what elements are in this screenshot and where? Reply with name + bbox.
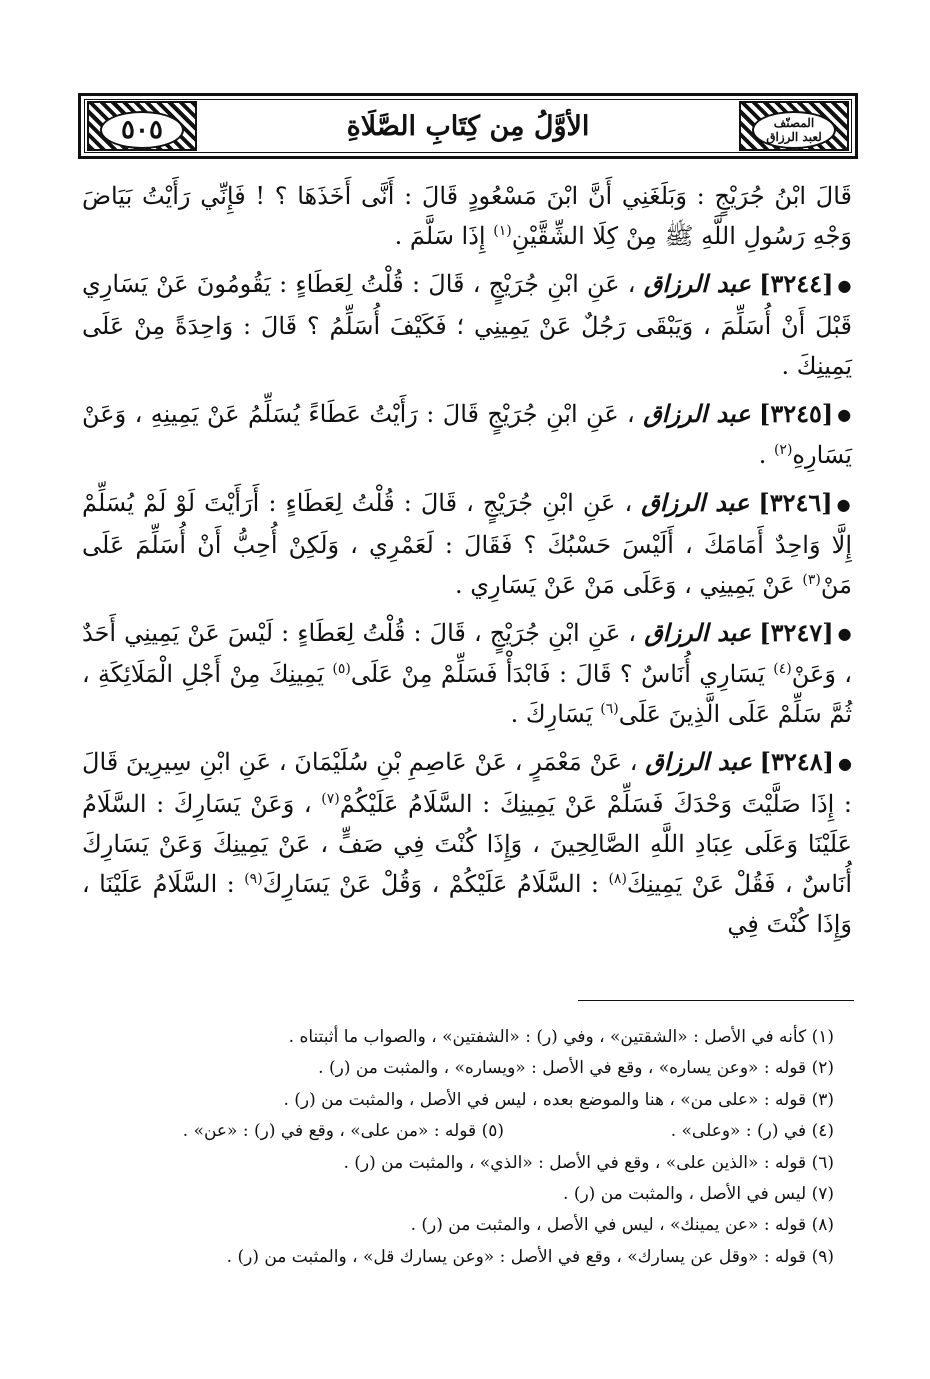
hadith-3245: [82, 394, 852, 476]
footnote-marker[interactable]: (٢): [773, 442, 793, 458]
footnote-separator: [578, 1000, 854, 1001]
hadith-text: يَمِينِكَ مِنْ أَجْلِ الْمَلَائِكَةِ ، ثُمَّ سَلِّمْ عَلَى الَّذِينَ عَلَى: [82, 660, 852, 728]
bullet-icon: ●: [837, 275, 852, 295]
footnote-1: (١) كأنه في الأصل : «الشقتين» ، وفي (ر) : «الشفتين» ، والصواب ما أثبتناه .: [288, 1027, 834, 1047]
footnote-marker[interactable]: (١): [493, 223, 512, 239]
page-header: [78, 93, 858, 159]
hadith-3248: [82, 742, 852, 944]
footnote-5: (٥) قوله : «من على» ، وقع في (ر) : «عن» .: [182, 1121, 504, 1142]
footnote-2: (٢) قوله : «وعن يساره» ، وقع في الأصل : «ويساره» ، والمثبت من (ر) .: [318, 1058, 834, 1079]
hadith-text: : السَّلَامُ عَلَيْكُمْ ، وَقُلْ عَنْ يَسَارِكَ: [262, 869, 609, 898]
bullet-icon: ●: [836, 494, 852, 514]
narrator-name: عبد الرزاق: [641, 488, 750, 517]
hadith-text: ، عَنِ ابْنِ جُرَيْجٍ ، قَالَ : قُلْتُ لِعَطَاءٍ : لَيْسَ عَنْ يَمِينِي أَحَدٌ ، وَعَنْ: [82, 618, 852, 688]
hadith-3247: [82, 613, 852, 735]
narrator-name: عبد الرزاق: [645, 747, 752, 776]
book-name-line2: لعبد الرزاق: [766, 130, 822, 144]
footnotes-section: [82, 1022, 852, 1273]
paragraph-text: قَالَ ابْنُ جُرَيْجٍ : وَبَلَغَنِي أَنَّ ابْنَ مَسْعُودٍ قَالَ : أَنَّى أَخَذَهَا ؟ ! فَإِنِّي رَأَيْتُ بَيَاضَ وَجْهِ رَسُولِ اللَّهِ ﷺ مِنْ كِلَا الشِّقَّيْنِ: [82, 182, 852, 250]
hadith-text: : السَّلَامُ عَلَيْنَا ، وَإِذَا كُنْتَ فِي: [82, 869, 852, 938]
narrator-name: عبد الرزاق: [644, 617, 752, 647]
footnote-marker[interactable]: (٤): [773, 661, 792, 677]
footnote-3: (٣) قوله : «على من» ، هنا والموضع بعده ، ليس في الأصل ، والمثبت من (ر) .: [283, 1089, 834, 1110]
footnote-9: (٩) قوله : «وقل عن يسارك» ، وقع في الأصل : «وعن يسارك قل» ، والمثبت من (ر) .: [226, 1246, 834, 1267]
hadith-3244: [82, 264, 852, 386]
footnote-4-5: [82, 1116, 852, 1147]
book-name-line1: المصنّف: [773, 116, 815, 130]
hadith-3246: [82, 483, 852, 605]
paragraph-text: إِذَا سَلَّمَ .: [394, 222, 494, 250]
bullet-icon: ●: [837, 405, 852, 424]
bullet-icon: ●: [837, 624, 852, 643]
footnote-marker[interactable]: (٦): [600, 701, 619, 717]
book-name-badge: [752, 111, 836, 149]
hadith-number: [٣٢٤٧]: [759, 617, 834, 647]
narrator-name: عبد الرزاق: [643, 398, 751, 428]
header-ornament-left: [87, 101, 197, 151]
hadith-number: [٣٢٤٥]: [758, 398, 834, 428]
footnote-marker[interactable]: (٧): [321, 790, 340, 807]
hadith-number: [٣٢٤٦]: [758, 488, 833, 517]
hadith-number: [٣٢٤٨]: [759, 747, 834, 776]
footnote-marker[interactable]: (٥): [332, 661, 351, 677]
hadith-text: يَسَارِي أُنَاسٌ ؟ قَالَ : فَابْدَأْ فَسَلِّمْ مِنْ عَلَى: [350, 660, 774, 688]
footnote-6: (٦) قوله : «الذين على» ، وقع في الأصل : «الذي» ، والمثبت من (ر) .: [343, 1152, 834, 1173]
page-number-badge: [100, 111, 184, 149]
hadith-number: [٣٢٤٤]: [759, 269, 834, 298]
footnote-marker[interactable]: (٩): [244, 870, 263, 887]
hadith-text: .: [758, 441, 774, 469]
hadith-text: ، عَنْ مَعْمَرٍ ، عَنْ عَاصِمِ بْنِ سُلَيْمَانَ ، عَنِ ابْنِ سِيرِينَ قَالَ : إِذَا صَلَّيْتَ وَحْدَكَ فَسَلِّمْ عَنْ يَمِينِكَ : السَّلَامُ عَلَيْكُمْ: [82, 748, 853, 818]
footnote-marker[interactable]: (٨): [608, 870, 627, 887]
footnote-marker[interactable]: (٣): [802, 571, 821, 588]
page-number: ٥٠٥: [121, 115, 163, 145]
hadith-text: ، وَعَنْ يَسَارِكَ : السَّلَامُ عَلَيْنَا وَعَلَى عِبَادِ اللَّهِ الصَّالِحِينَ ، وَإِذَا كُنْتَ فِي صَفٍّ ، عَنْ يَمِينِكَ وَعَنْ يَسَارِكَ أُنَاسٌ ، فَقُلْ عَنْ يَمِينِكَ: [82, 789, 853, 898]
header-ornament-right: [739, 101, 849, 151]
chapter-title: الأوَّلُ مِن كِتَابِ الصَّلَاةِ: [346, 110, 590, 142]
footnote-4: (٤) في (ر) : «وعلى» .: [670, 1121, 834, 1142]
bullet-icon: ●: [837, 753, 852, 773]
footnote-7: (٧) ليس في الأصل ، والمثبت من (ر) .: [563, 1184, 834, 1205]
hadith-text: ، عَنِ ابْنِ جُرَيْجٍ ، قَالَ : قُلْتُ لِعَطَاءٍ : يَقُومُونَ عَنْ يَسَارِي قَبْلَ أَنْ أُسَلِّمَ ، وَيَبْقَى رَجُلٌ عَنْ يَمِينِي ؛ فَكَيْفَ أُسَلِّمُ ؟ قَالَ : وَاحِدَةً مِنْ عَلَى يَمِينِكَ .: [82, 270, 852, 380]
paragraph-intro: [82, 176, 852, 256]
hadith-text: يَسَارِكَ .: [510, 700, 601, 728]
hadith-text: ، عَنِ ابْنِ جُرَيْجٍ قَالَ : رَأَيْتُ عَطَاءً يُسَلِّمُ عَنْ يَمِينِهِ ، وَعَنْ يَسَارِهِ: [82, 399, 852, 469]
footnote-8: (٨) قوله : «عن يمينك» ، ليس في الأصل ، والمثبت من (ر) .: [410, 1215, 834, 1236]
hadith-text: عَنْ يَمِينِي ، وَعَلَى مَنْ عَنْ يَسَارِي .: [455, 570, 803, 599]
main-text: [82, 176, 852, 952]
narrator-name: عبد الرزاق: [643, 269, 751, 298]
hadith-text: ، عَنِ ابْنِ جُرَيْجٍ ، قَالَ : قُلْتُ لِعَطَاءٍ : أَرَأَيْتَ لَوْ لَمْ يُسَلِّمْ إِلَّا وَاحِدٌ أَمَامَكَ ، أَلَيْسَ حَسْبُكَ ؟ فَقَالَ : لَعَمْرِي ، وَلَكِنْ أُحِبُّ أَنْ أُسَلِّمَ عَلَى مَنْ: [82, 489, 852, 599]
